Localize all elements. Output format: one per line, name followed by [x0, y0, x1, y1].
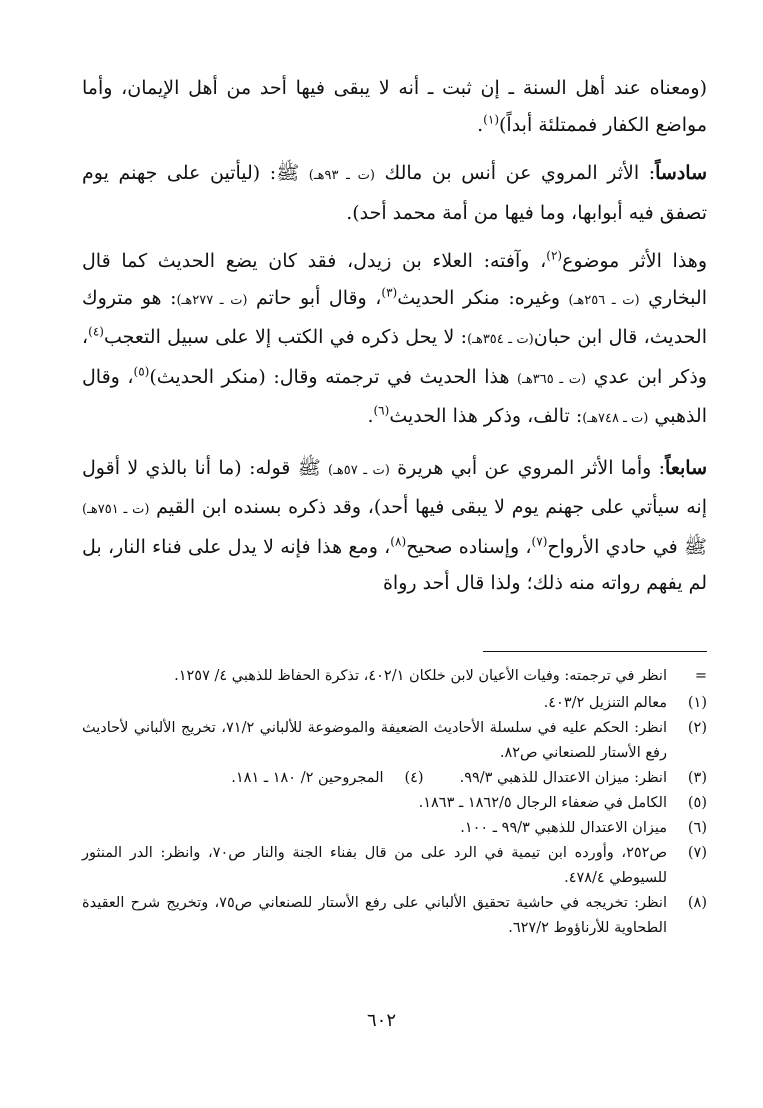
footnote-text: معالم التنزيل ٤٠٣/٢. [543, 695, 667, 711]
death-date: (ت ـ ٢٧٧هـ) [176, 292, 248, 308]
footnote-text: المجروحين ٢/ ١٨٠ ـ ١٨١. [231, 770, 384, 786]
footnote-ref: (٧) [531, 534, 548, 549]
footnote-continued [82, 664, 707, 689]
footnote-number: (٢) [687, 720, 707, 736]
footnote-text: انظر في ترجمته: وفيات الأعيان لابن خلكان ٤٠٢/١، تذكرة الحفاظ للذهبي ٤/ ١٢٥٧. [174, 668, 667, 684]
footnote-7 [82, 841, 707, 891]
footnote-text: ميزان الاعتدال للذهبي ٩٩/٣ ـ ١٠٠. [460, 820, 667, 836]
footnote-ref: (٣) [381, 285, 398, 300]
footnote-text: انظر: تخريجه في حاشية تحقيق الألباني على رفع الأستار للصنعاني ص٧٥، وتخريج شرح العقيدة الطحاوية للأرناؤوط ٦٢٧/٢. [82, 895, 668, 936]
footnote-5 [82, 791, 707, 816]
footnote-number: (٥) [687, 795, 707, 811]
death-date: (ت ـ ٥٧هـ) [328, 462, 390, 478]
footnote-number: (٤) [404, 770, 424, 786]
footnote-1 [82, 691, 707, 716]
paragraph-3: وهذا الأثر موضوع$^{(٢)}$، وآفته: العلاء بن زيدل، فقد كان يضع الحديث كما قال البخاري (ت ـ ٢٥٦هـ) وغيره: منكر الحديث$^{(٣)}$، وقال أبو حاتم (ت ـ ٢٧٧هـ): هو متروك الحديث، قال ابن حبان(ت ـ ٣٥٤هـ): لا يحل ذكره في الكتب إلا على سبيل التعجب$^{(٤)}$، وذكر ابن عدي (ت ـ ٣٦٥هـ) هذا الحديث في ترجمته وقال: (منكر الحديث)$^{(٥)}$، وقال الذهبي (ت ـ ٧٤٨هـ): تالف، وذكر هذا الحديث$^{(٦)}$. [82, 248, 708, 427]
section-heading-seventh: سابعاً [665, 456, 707, 479]
footnote-2 [82, 716, 707, 766]
footnote-8 [82, 891, 707, 941]
footnote-number: (١) [687, 695, 707, 711]
death-date: (ت ـ ٧٥١هـ) [82, 502, 150, 517]
footnote-6 [82, 816, 707, 841]
footnote-separator [483, 651, 707, 652]
paragraph-2: سادساً: الأثر المروي عن أنس بن مالك (ت ـ ٩٣هـ) ﷺ: (ليأتين على جهنم يوم تصفق فيه أبوابها، وما فيها من أمة محمد أحد). [82, 162, 707, 224]
paragraph-1: (ومعناه عند أهل السنة ـ إن ثبت ـ أنه لا يبقى فيها أحد من أهل الإيمان، وأما مواضع الكفار فممتلئة أبداً)$^{(١)}$. [82, 77, 707, 136]
footnote-ref: (٨) [390, 534, 407, 549]
footnote-number: (٦) [687, 820, 707, 836]
footnote-number: (٣) [687, 770, 707, 786]
footnote-text: الكامل في ضعفاء الرجال ١٨٦٢/٥ ـ ١٨٦٣. [418, 795, 667, 811]
footnote-number: (٧) [687, 845, 707, 861]
death-date: (ت ـ ٢٥٦هـ) [568, 292, 640, 308]
death-date: (ت ـ ٩٣هـ) [308, 168, 375, 183]
footnote-ref: (٢) [546, 248, 563, 263]
footnote-ref: (٤) [88, 324, 104, 339]
footnote-ref: (٦) [373, 403, 390, 418]
page-number: ٦٠٢ [366, 1010, 396, 1031]
footnotes-3-4 [82, 766, 707, 791]
death-date: (ت ـ ٧٤٨هـ) [582, 411, 649, 426]
footnote-text: ص٢٥٢، وأورده ابن تيمية في الرد على من قال بفناء الجنة والنار ص٧٠، وانظر: الدر المنثور للسيوطي ٤٧٨/٤. [82, 845, 667, 886]
footnote-ref: (١) [483, 112, 499, 127]
death-date: (ت ـ ٣٥٤هـ) [467, 332, 534, 347]
footnote-ref: (٥) [133, 364, 150, 379]
paragraph-4: سابعاً: وأما الأثر المروي عن أبي هريرة (ت ـ ٥٧هـ) ﷺ قوله: (ما أنا بالذي لا أقول إنه سيأتي على جهنم يوم لا يبقى فيها أحد)، وقد ذكره بسنده ابن القيم (ت ـ ٧٥١هـ) ﷺ في حادي الأرواح$^{(٧)}$، وإسناده صحيح$^{(٨)}$، ومع هذا فإنه لا يدل على فناء النار، بل لم يفهم رواته منه ذلك؛ ولذا قال أحد رواة [82, 456, 707, 594]
section-heading-sixth: سادساً [655, 162, 707, 184]
continuation-mark: = [694, 668, 707, 684]
footnote-text: انظر: ميزان الاعتدال للذهبي ٩٩/٣. [459, 770, 667, 786]
footnote-number: (٨) [687, 895, 707, 911]
footnote-text: انظر: الحكم عليه في سلسلة الأحاديث الضعيفة والموضوعة للألباني ٧١/٢، تخريج الألباني لأحاديث رفع الأستار للصنعاني ص٨٢. [82, 720, 668, 761]
death-date: (ت ـ ٣٦٥هـ) [517, 371, 587, 387]
footnotes [82, 664, 707, 941]
main-text [82, 70, 707, 602]
